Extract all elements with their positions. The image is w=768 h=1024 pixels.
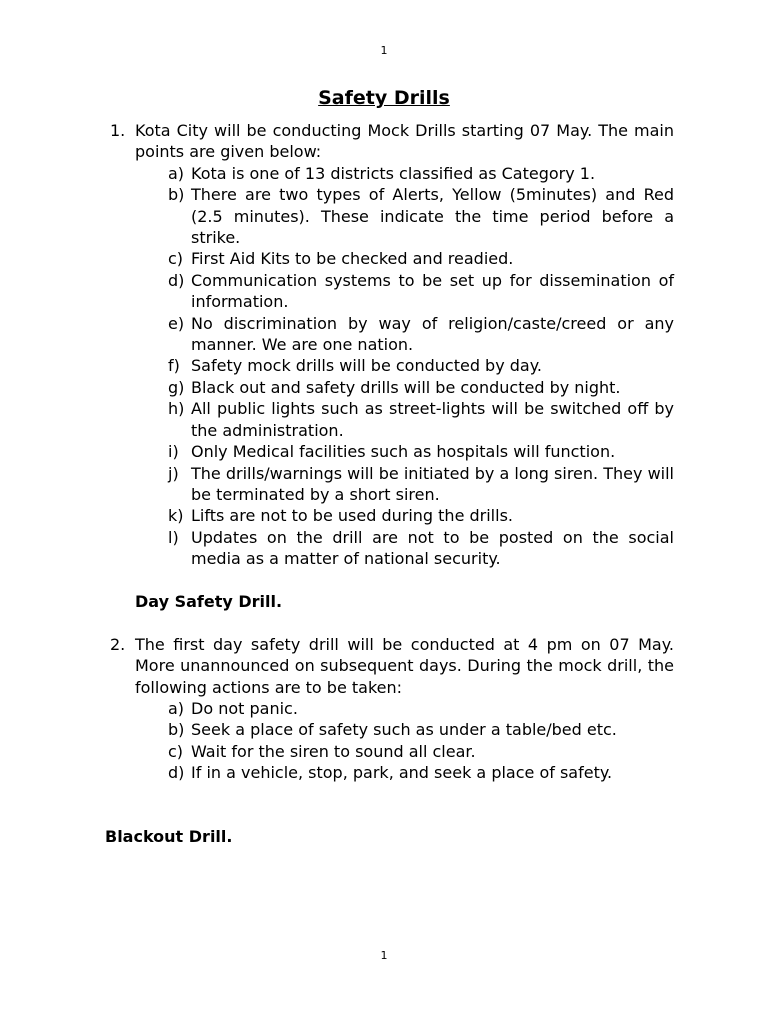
section-2-number: 2. [110,634,126,654]
list-item-letter: g) [168,377,185,397]
list-item-letter: c) [168,741,184,761]
list-item-text: First Aid Kits to be checked and readied. [191,249,514,269]
list-item-text: Only Medical facilities such as hospitals will function. [191,442,616,462]
day-safety-drill-heading: Day Safety Drill. [135,591,283,611]
list-item-text: Wait for the siren to sound all clear. [191,741,476,761]
list-item [168,398,674,441]
list-item-letter: a) [168,163,185,183]
list-item-text: Do not panic. [191,698,298,718]
list-item [168,355,674,376]
list-item [168,248,674,269]
list-item-letter: a) [168,698,185,718]
list-item-letter: f) [168,356,180,376]
list-item-letter: j) [168,463,179,483]
list-item [168,377,674,398]
list-item [168,698,674,719]
section-1-list [168,163,674,570]
section-2 [110,634,674,784]
list-item [168,762,674,783]
list-item-text: Kota is one of 13 districts classified as Category 1. [191,163,596,183]
list-item-letter: l) [168,527,179,547]
list-item-text: All public lights such as street-lights will be switched off by the administration. [191,399,674,440]
list-item-letter: h) [168,399,185,419]
list-item-text: No discrimination by way of religion/caste/creed or any manner. We are one nation. [191,313,674,355]
list-item [168,270,674,313]
list-item-text: Black out and safety drills will be conducted by night. [191,377,621,397]
list-item [168,505,674,526]
list-item-letter: k) [168,506,184,526]
list-item-letter: e) [168,313,185,333]
list-item [168,313,674,356]
section-2-list [168,698,674,784]
list-item [168,741,674,762]
list-item [168,441,674,462]
list-item [168,719,674,740]
list-item-letter: d) [168,270,185,290]
list-item-text: Updates on the drill are not to be posted on the social media as a matter of national security. [191,527,674,569]
list-item-letter: b) [168,185,185,205]
list-item-letter: b) [168,720,185,740]
list-item-letter: i) [168,442,179,462]
list-item-text: Seek a place of safety such as under a table/bed etc. [191,720,617,740]
document-title: Safety Drills [318,87,450,109]
list-item-text: There are two types of Alerts, Yellow (5minutes) and Red (2.5 minutes). These indicate the time period before a strike. [191,185,674,248]
list-item-text: Safety mock drills will be conducted by day. [191,356,542,376]
list-item [168,463,674,506]
list-item-text: The drills/warnings will be initiated by a long siren. They will be terminated by a short siren. [191,463,674,504]
section-1-intro: Kota City will be conducting Mock Drills starting 07 May. The main points are given below: [135,121,674,162]
list-item-letter: c) [168,249,184,269]
page-number-top: 1 [380,44,388,57]
list-item-letter: d) [168,763,185,783]
list-item [168,527,674,570]
section-1-number: 1. [110,121,126,140]
document-body [0,120,768,848]
list-item-text: Lifts are not to be used during the drills. [191,506,513,526]
section-1 [110,120,674,570]
section-2-intro: The first day safety drill will be conducted at 4 pm on 07 May. More unannounced on subsequent days. During the mock drill, the following actions are to be taken: [135,634,674,697]
blackout-drill-heading: Blackout Drill. [105,827,233,847]
list-item-text: Communication systems to be set up for dissemination of information. [191,270,674,312]
list-item-text: If in a vehicle, stop, park, and seek a place of safety. [191,763,613,783]
page-number-bottom: 1 [380,949,388,962]
list-item [168,184,674,248]
list-item [168,163,674,184]
